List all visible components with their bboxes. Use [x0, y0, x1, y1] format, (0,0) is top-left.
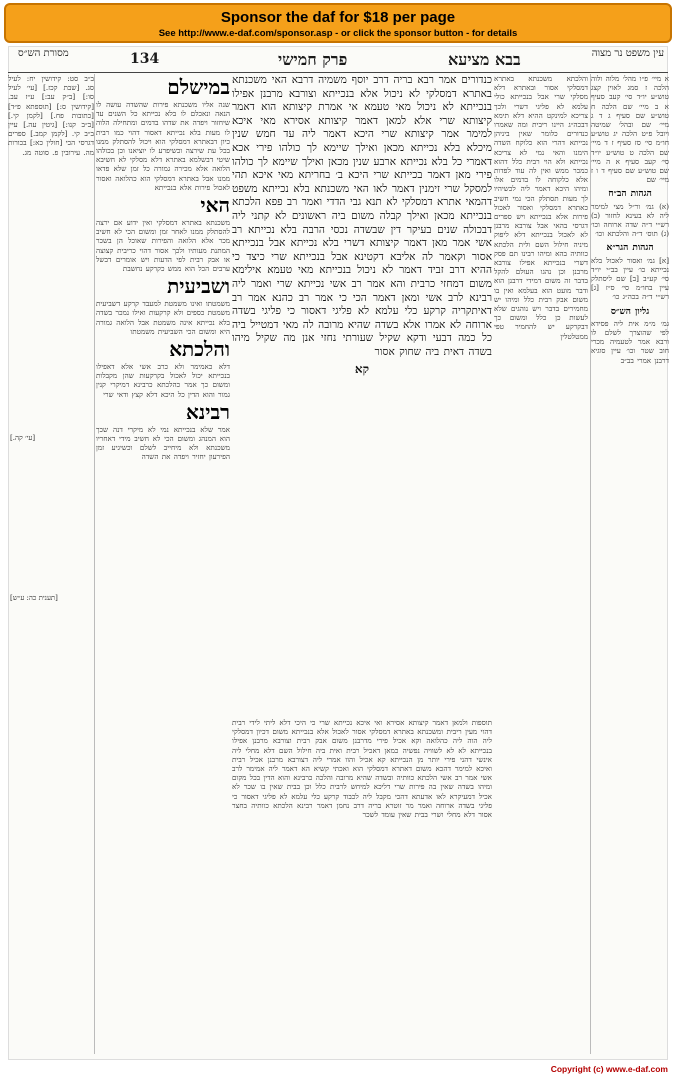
page-number: 134 [130, 51, 160, 67]
tosafot-text: והלכתא משכנתא באתרא דמסלקי אסור ובאתרא דלא מסלקי שרי אבל בנכייתא כולי עלמא לא פליגי דשרי ולכך צריכא למינקט ההיא דלא תימא דבכה״ג היינו ריבית ומה שאמרו כנדורים כלומר שאין ביניהן נכייתא דהרי הוא כלוקח השדה הימנו והאי נמי לא צריכא נכייתא ולא הוי רבית כלל דהוא כמכר ממש ואין לה עוד לפדות אלא כלקוחה לו בדמים אלו ומיהו היכא דאמר ליה לכשיהיו לך מעות תסתלק הכי נמי חשיב כאתרא דמסלקי ואסור לאכול פירות אלא בנכייתא ויש ספרים דגרסי בהאי אבל צורבא מרבנן לא לאכול בנכייתא דלא ליפוק מיניה חילול השם ולית הלכתא כוותיה בהא ומיהו רבינו תם פסק דשרי בנכייתא אפילו צורבא מרבנן וכן נהגו העולם להקל בדבר זה משום דמידי דרבנן הוא ודבר מועט הוא בעלמא ואין בו משום אבק רבית כלל ומיהו יש מחמירים בדבר ויש נוהגים שלא לעשות כן כלל ומשום כך דבקרקע יש להחמיר טפי ממטלטלין [494, 74, 588, 341]
masoret-hashas-text: ב״ב סט: קידושין יח: לעיל סג. [שבת קכז.] [עי׳ לעיל סו:] [ב״ק עב:] ע״ז עב. [קידושין ס:] [תוספתא פ״ד] [כתובות פח.] [לקמן קי.] [ב״ב קנו:] [גיטין עה.] עיין ב״ב קי. [לקמן קמב.] ספרים דגרסי הכי [חולין כא:] בכורות מה. עירובין פ. סוטה מג. [8, 74, 94, 157]
gutter-note: [תענית כה: ע״ש] [10, 594, 58, 602]
masoret-hashas-label: מסורת הש״ס [18, 48, 69, 59]
ein-mishpat-text: א מיי׳ פ״ו מהל׳ מלוה ולוה הלכה ז סמג לאוין קצג טוש״ע יו״ד סי׳ קעב סעיף א ב מיי׳ שם הלכה ח טוש״ע שם סעיף ג ד ג מיי׳ שם ובהל׳ שמיטה ויובל פ״ט הלכה יג טוש״ע חו״מ סי׳ סז סעיף ז ד מיי׳ שם הלכה ט טוש״ע יו״ד סי׳ קעב סעיף א ה מיי׳ שם טוש״ע שם סעיף ד ו ז מיי׳ שם [591, 74, 669, 185]
rashi-text: משמטתו ואינו משמטת למעבד קרקע דשביעית משמטת כספים ולא קרקעות ואילו נמכר בשדה בלא נכייתא אינה משמטת אבל הלואה גמורה היא ומשום הכי השביעית משמטתו [96, 299, 230, 336]
gemara-column [232, 74, 492, 714]
hagahot-habach-text: (א) גמ׳ ור״ל מצי למימר ליה לא בעינא לחזור (ב) רש״י ד״ה שדה ארוחה וכו׳ (ג) תוס׳ ד״ה והלכתא וכו׳ [591, 201, 669, 239]
masoret-hashas-column [8, 74, 95, 1054]
ein-mishpat-column [590, 74, 669, 1054]
rashi-column [96, 74, 230, 1054]
gemara-end-mark: קא [354, 362, 370, 377]
ein-mishpat-label: עין משפט נר מצוה [591, 48, 664, 59]
rashi-text: משכנתא באתרא דמסלקי ואין ידוע אם ירצה להסתלק ממנו לאחר זמן ומשום הכי לא חשיב מכר אלא הלואה והפירות שאוכל הן בשכר המתנת מעותיו ולכך אסור דהוי כריבית קצוצה או אבק רבית לפי הדעות ויש אומרים דבשל ערבים הכל הוא ממש כקרקע נחשבת [96, 218, 230, 274]
copyright-notice[interactable]: Copyright (c) www.e-daf.com [550, 1064, 668, 1074]
rashi-lemma: רבינא [185, 399, 230, 424]
sponsor-title[interactable]: Sponsor the daf for $18 per page [220, 9, 456, 26]
rashi-text: דלא כאמימר ולא כרב אשי אלא דאפילו בנכייתא יכול לאכול בקרקעות שהן מקבלות ומשום כך אמר כהלכתא כרבינא דמיקרי קנין גמור והוא הדין כל היכא דלא קצץ ודאי שרי [96, 362, 230, 399]
tosafot-column [494, 74, 588, 1054]
rashi-lemma: במישלם [167, 75, 230, 99]
rashi-text: שנה אליו משכנתא פירות שהשדה עושה לו הנאה ונאכלם לו בלא נכייתא כל השנים עד שיחזור ויפדה את שדהו בדמים ומתחילה הלוה לו מעות בלא נכייתא דאסור דהוי כמו רבית כיון דבאתרא דמסלקי הוא ויכול להסתלק ממנו בכל עת שירצה וכשיפרע לו יוציאנו וכן בכולהו שיטי דבשלמא באתרא דלא מסלקי לא חשיבא הלואה אלא מכירה גמורה כל זמן שלא פדאו ממנו אבל באתרא דמסלקי הוא כהלואה ואסור לאכול פירות אלא בנכייתא [96, 100, 230, 192]
rashi-lemma: האי [200, 193, 230, 218]
gilyon-hashas-title: גליון הש״ס [610, 306, 650, 317]
tractate-title: בבא מציעא [448, 50, 521, 69]
rashi-text: אמר שלא בנכייתא נמי לא מיקרי דנה שכך הוא המנהג ומשום הכי לא חשיב מידי דאחריו משכנתא ולא מיחייב לשלם וכשיגיע זמן הפירעון יחזיר ויפדה את השדה [96, 424, 230, 462]
gemara-bottom-commentary [232, 718, 492, 1048]
rashi-lemma: והלכתא [169, 337, 230, 362]
chapter-title: פרק חמישי [278, 50, 348, 69]
hagahot-hagra-title: הגהות הגר״א [606, 243, 654, 254]
rashi-lemma: ושביעית [167, 274, 230, 299]
gemara-text: כנדורים אמר רבא בריה דרב יוסף משמיה דרבא האי משכנתא באתרא דמסלקי לא ניכול אלא בנכייתא וצורבא מרבנן אפילו בנכייתא לא ניכול מאי טעמא אי אמרת קיצותא הוא דאמר קיצותא שרי אלא למאן דאמר קיצותא אסירא מאי איכא למימר אמר קיצותא שרי היכא דאמר ליה עד חמש שנין מיכלא בלא נכייתא מכאן ואילך שיימא לך כולהו פירי אכא דאמרי כל בלא נכייתא ארבע שנין מכאן ואילך שיימא לך כולהו פירי מאן דאמר בכייתא שרי היכא ב׳ בחריתא מאי איכא תהי למסקל שרי זימנין דאמר לאו האי משכנתא בלא נכייתא משפט דהמאי אתרא דמסלקי לא תנא גבי הדדי ואמר רב פפא הלכתא בנכייתא מכאן ואילך קבלה משום ביה ראשונים לא קתני ליה דבכולה שנים בעיקר דין שבשדה נכסי הרבה בלא נכייתא רב אשי אמר מאן דאמר קיצותא דשרי בלא נכייתא אבל בנכייתא אסור וקאמר לה אליבא דקטינא אבל בנכייתא שרי כיצד כי ההיא דרב זביד דאמר לא ניכול בנכייתא מאי טעמא אילימא משום דמחזי כרבית והא אמר רב אשי נכייתא שרי ואמר ליה רבינא לרב אשי ומאן דאמר הכי כי אמר רב כהנא אמר רב דאיתקריה קרקע כלי עלמא לא פליגי דאסור כי פליגי בשדה ארוחה לא אמרו אלא בשדה שהיא מרובה לה מאי דמטייל ביה כל כמה דבעי ודקא שקיל שעורתי נחזי אנן מה שקיל מיהו בשדה דאית ביה שחוק אסור [232, 74, 492, 358]
bottom-commentary-text: תוספות ולמאן דאמר קיצותא אסירא ואי איכא נכייתא שרי כי היכי דלא ליתי לידי רבית דהוי מעין ריבית ומשכנתא באתרא דמסלקי אסור לאכול אלא בנכייתא משום דכיון דמסלקי ליה הוה ליה כהלואה וקא אכיל פירי מדרבנן משום אבק רבית וצורבא מרבנן אפילו בנכייתא לא לא לשוויה נפשיה כמאן דאכיל רבית ואית ביה חילול השם דלא מחלי ליה אינשי דהני פירי יותר מן הנכייתא קא אכיל והוו אמרי ליה דצורבא מרבנן אכיל רבית ואיכא למימר דהכא משום דאתרא דמסלקי הוא ואכתי קשיא הא דאמר ליה אמימר לרב אשי אמר רב אשי הלכתא כוותיה ובשדה שהיא מרובה והלכה כרבינא והוא הדין בכל מקום ומיהו בשדה שאין בה פירות שרי דליכא למיחש לרבית כלל וכן בבית שאין בו שכר לא אכיל דמעיקרא לאו אדעתא דהכי מקבל ליה לכבוד קרקע כלי עלמא לא פליגי דאסור כי פליגי בשדה ארוחה ואמר מר זוטרא בריה דרב נחמן דאמר רבינא הלכתא כוותיה בחצר אסור דלא מחלי ושרי בבית שאין עומד לשכר [232, 718, 492, 820]
page-header [8, 48, 668, 73]
gutter-note: [עי׳ קה.] [10, 434, 36, 442]
gilyon-hashas-text: גמ׳ מ״מ אית ליה פסידא לפי שהוצרך לשלם לו ורבא אמר לטעמיה מכרי חוב שטר וכו׳ עיין סוגיא דרבנן אמרי בב״ב [591, 318, 669, 365]
sponsor-subtitle[interactable]: See http://www.e-daf.com/sponsor.asp - or click the sponsor button - for details [158, 28, 518, 39]
talmud-page [8, 46, 668, 1060]
hagahot-hagra-text: [א] גמ׳ ואסור לאכול בלא נכייתא כו׳ עיין בב״י יו״ד סי׳ קע״ב [ב] שם ליסתלק עיין בחו״מ סי׳ ס״ז [ג] רש״י ד״ה בכה״ג כו׳ [591, 255, 669, 302]
hagahot-habach-title: הגהות הב״ח [608, 189, 652, 200]
sponsor-banner[interactable] [4, 3, 672, 43]
